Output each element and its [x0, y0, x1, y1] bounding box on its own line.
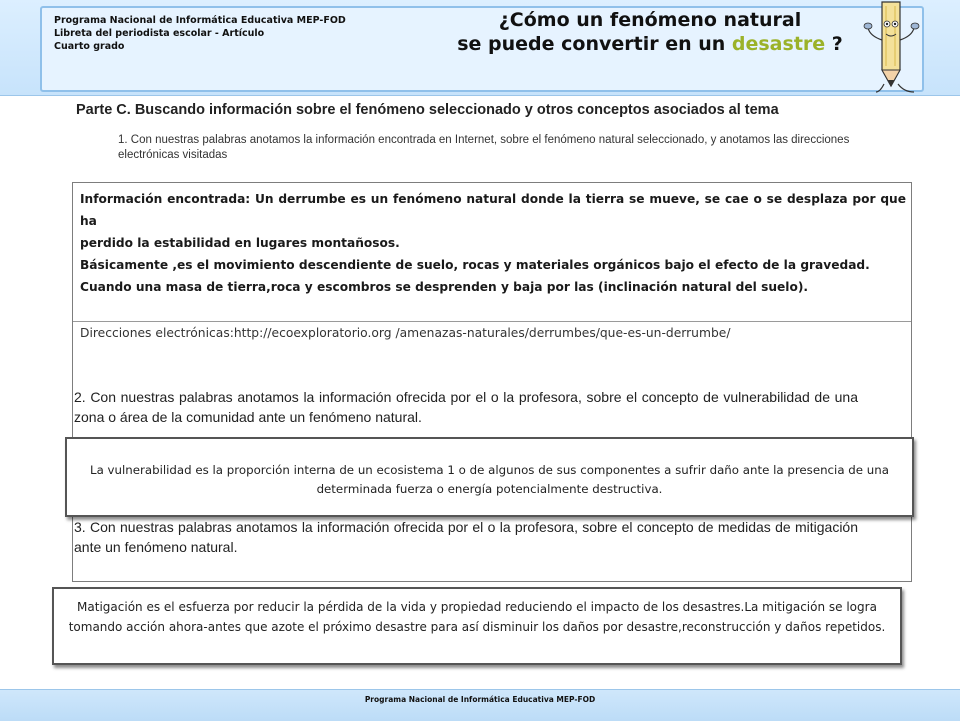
- table-divider: [73, 321, 911, 322]
- info-line-1: Información encontrada: Un derrumbe es un fenómeno natural donde la tierra se mueve, se cae o se desplaza por que ha: [80, 192, 906, 228]
- notebook-name: Libreta del periodista escolar - Artículo: [54, 28, 265, 39]
- visited-urls: Direcciones electrónicas:http://ecoexploratorio.org /amenazas-naturales/derrumbes/que-es-un-derrumbe/: [80, 326, 731, 340]
- question-mitigation: 3. Con nuestras palabras anotamos la información ofrecida por el o la profesora, sobre el concepto de medidas de mitigación ante un fenómeno natural.: [74, 519, 858, 555]
- program-info: [54, 14, 346, 53]
- title-line-1: ¿Cómo un fenómeno natural: [498, 9, 802, 31]
- vulnerability-answer: La vulnerabilidad es la proporción interna de un ecosistema 1 o de algunos de sus componentes a sufrir daño ante la presencia de una determinada fuerza o energía potencialmente destructiva.: [90, 463, 889, 496]
- mitigation-answer-box: [52, 587, 902, 665]
- info-line-3: Básicamente ,es el movimiento descendiente de suelo, rocas y materiales orgánicos bajo el efecto de la gravedad.: [80, 258, 870, 272]
- found-information: [80, 188, 906, 298]
- grade-label: Cuarto grado: [54, 41, 125, 52]
- title-line-2: [440, 32, 860, 56]
- info-line-2: perdido la estabilidad en lugares montañosos.: [80, 236, 400, 250]
- header-banner: [0, 0, 960, 96]
- title-highlight: desastre: [731, 33, 826, 55]
- title-prefix: se puede convertir en un: [457, 33, 732, 55]
- mitigation-answer: Matigación es el esfuerza por reducir la pérdida de la vida y propiedad reduciendo el impacto de los desastres.La mitigación se logra tomando acción ahora-antes que azote el próximo desastre para así disminuir los daños por desastre,reconstrucción y daños repetidos.: [68, 600, 886, 634]
- page-title: [440, 8, 860, 56]
- footer-banner: [0, 689, 960, 721]
- section-heading: Parte C. Buscando información sobre el fenómeno seleccionado y otros conceptos asociados al tema: [76, 102, 779, 118]
- program-name: Programa Nacional de Informática Educativa MEP-FOD: [54, 15, 346, 26]
- title-suffix: ?: [825, 33, 843, 55]
- question-vulnerability: 2. Con nuestras palabras anotamos la información ofrecida por el o la profesora, sobre el concepto de vulnerabilidad de una zona o área de la comunidad ante un fenómeno natural.: [74, 389, 858, 425]
- info-line-4: Cuando una masa de tierra,roca y escombros se desprenden y baja por las (inclinación natural del suelo).: [80, 280, 809, 294]
- pencil-character-icon: [860, 0, 940, 95]
- footer-text: Programa Nacional de Informática Educativa MEP-FOD: [364, 695, 596, 704]
- vulnerability-answer-box: [65, 437, 914, 517]
- instruction-text: 1. Con nuestras palabras anotamos la información encontrada en Internet, sobre el fenómeno natural seleccionado, y anotamos las direcciones electrónicas visitadas: [118, 134, 850, 161]
